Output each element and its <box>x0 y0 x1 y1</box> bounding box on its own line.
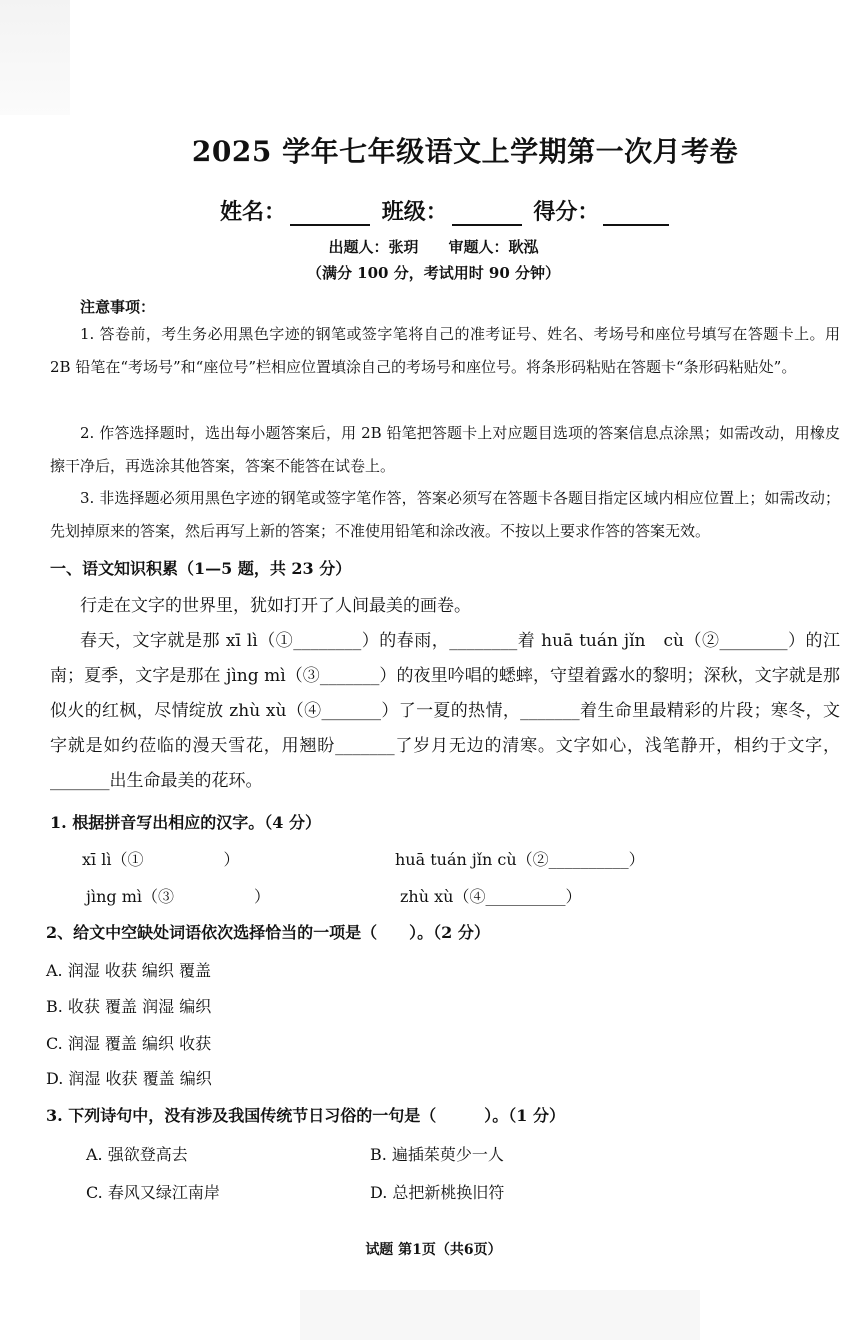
notes-heading: 注意事项： <box>80 298 156 316</box>
q1-item-4: zhù xù（④__________） <box>400 887 582 906</box>
question-1-stem: 1. 根据拼音写出相应的汉字。（4 分） <box>50 813 321 832</box>
setters-line: 出题人：张玥 审题人：耿泓 <box>328 238 539 256</box>
note-item-3: 3. 非选择题必须用黑色字迹的钢笔或签字笔作答，答案必须写在答题卡各题目指定区域内相应位置上；如需改动；先划掉原来的答案，然后再写上新的答案；不准使用铅笔和涂改液。不按以上要求作答的答案无效。 <box>50 489 840 540</box>
class-blank[interactable] <box>452 202 522 226</box>
q2-option-c: C. 润湿 覆盖 编织 收获 <box>46 1034 212 1053</box>
scan-shadow-bottom <box>300 1290 700 1340</box>
score-label: 得分： <box>533 199 600 225</box>
q3-option-c: C. 春风又绿江南岸 <box>86 1183 220 1202</box>
class-label: 班级： <box>381 199 448 225</box>
q3-option-a: A. 强欲登高去 <box>86 1145 188 1164</box>
question-3-stem: 3. 下列诗句中，没有涉及我国传统节日习俗的一句是（ ）。（1 分） <box>46 1106 565 1125</box>
note-item-2: 2. 作答选择题时，选出每小题答案后，用 2B 铅笔把答题卡上对应题目选项的答案信息点涂黑；如需改动，用橡皮擦干净后，再选涂其他答案，答案不能答在试卷上。 <box>50 424 840 475</box>
scan-shadow <box>0 0 70 115</box>
name-label: 姓名： <box>220 199 287 225</box>
score-blank[interactable] <box>603 202 669 226</box>
q1-item-2: huā tuán jǐn cù（②__________） <box>395 850 645 869</box>
q3-option-d: D. 总把新桃换旧符 <box>370 1183 505 1202</box>
q3-option-b: B. 遍插茱萸少一人 <box>370 1145 504 1164</box>
name-blank[interactable] <box>290 202 370 226</box>
q2-option-a: A. 润湿 收获 编织 覆盖 <box>46 961 211 980</box>
q2-option-b: B. 收获 覆盖 润湿 编织 <box>46 997 212 1016</box>
passage-body: 春天，文字就是那 xī lì（①________）的春雨，________着 huā tuán jǐn cù（②________）的江南；夏季，文字是那在 jìng mì（③_______）的夜里吟唱的蟋蟀，守望着露水的黎明；深秋，文字就是那似火的红枫，尽情绽放 zhù xù（④_______）了一夏的热情，_______着生命里最精彩的片段；寒冬，文字就是如约莅临的漫天雪花，用翘盼_______了岁月无边的清寒。文字如心，浅笔静开，相约于文字，_______出生命最美的花环。 <box>50 631 840 791</box>
page-footer: 试题 第1页（共6页） <box>365 1242 502 1258</box>
q1-item-3: jìng mì（③ ） <box>86 887 271 906</box>
exam-title: 2025 学年七年级语文上学期第一次月考卷 <box>191 135 739 168</box>
note-item-1: 1. 答卷前，考生务必用黑色字迹的钢笔或签字笔将自己的准考证号、姓名、考场号和座位号填写在答题卡上。用 2B 铅笔在“考场号”和“座位号”栏相应位置填涂自己的考场号和座位号。将条形码粘贴在答题卡“条形码粘贴处”。 <box>50 325 840 376</box>
passage-intro: 行走在文字的世界里，犹如打开了人间最美的画卷。 <box>80 596 471 616</box>
q2-option-d: D. 润湿 收获 覆盖 编织 <box>46 1069 212 1088</box>
question-2-stem: 2、给文中空缺处词语依次选择恰当的一项是（ ）。（2 分） <box>46 923 490 942</box>
section-1-heading: 一、语文知识积累（1—5 题，共 23 分） <box>50 559 352 578</box>
student-info-row <box>220 195 673 226</box>
q1-item-1: xī lì（① ） <box>82 850 240 869</box>
full-score-line: （满分 100 分，考试用时 90 分钟） <box>306 264 561 282</box>
